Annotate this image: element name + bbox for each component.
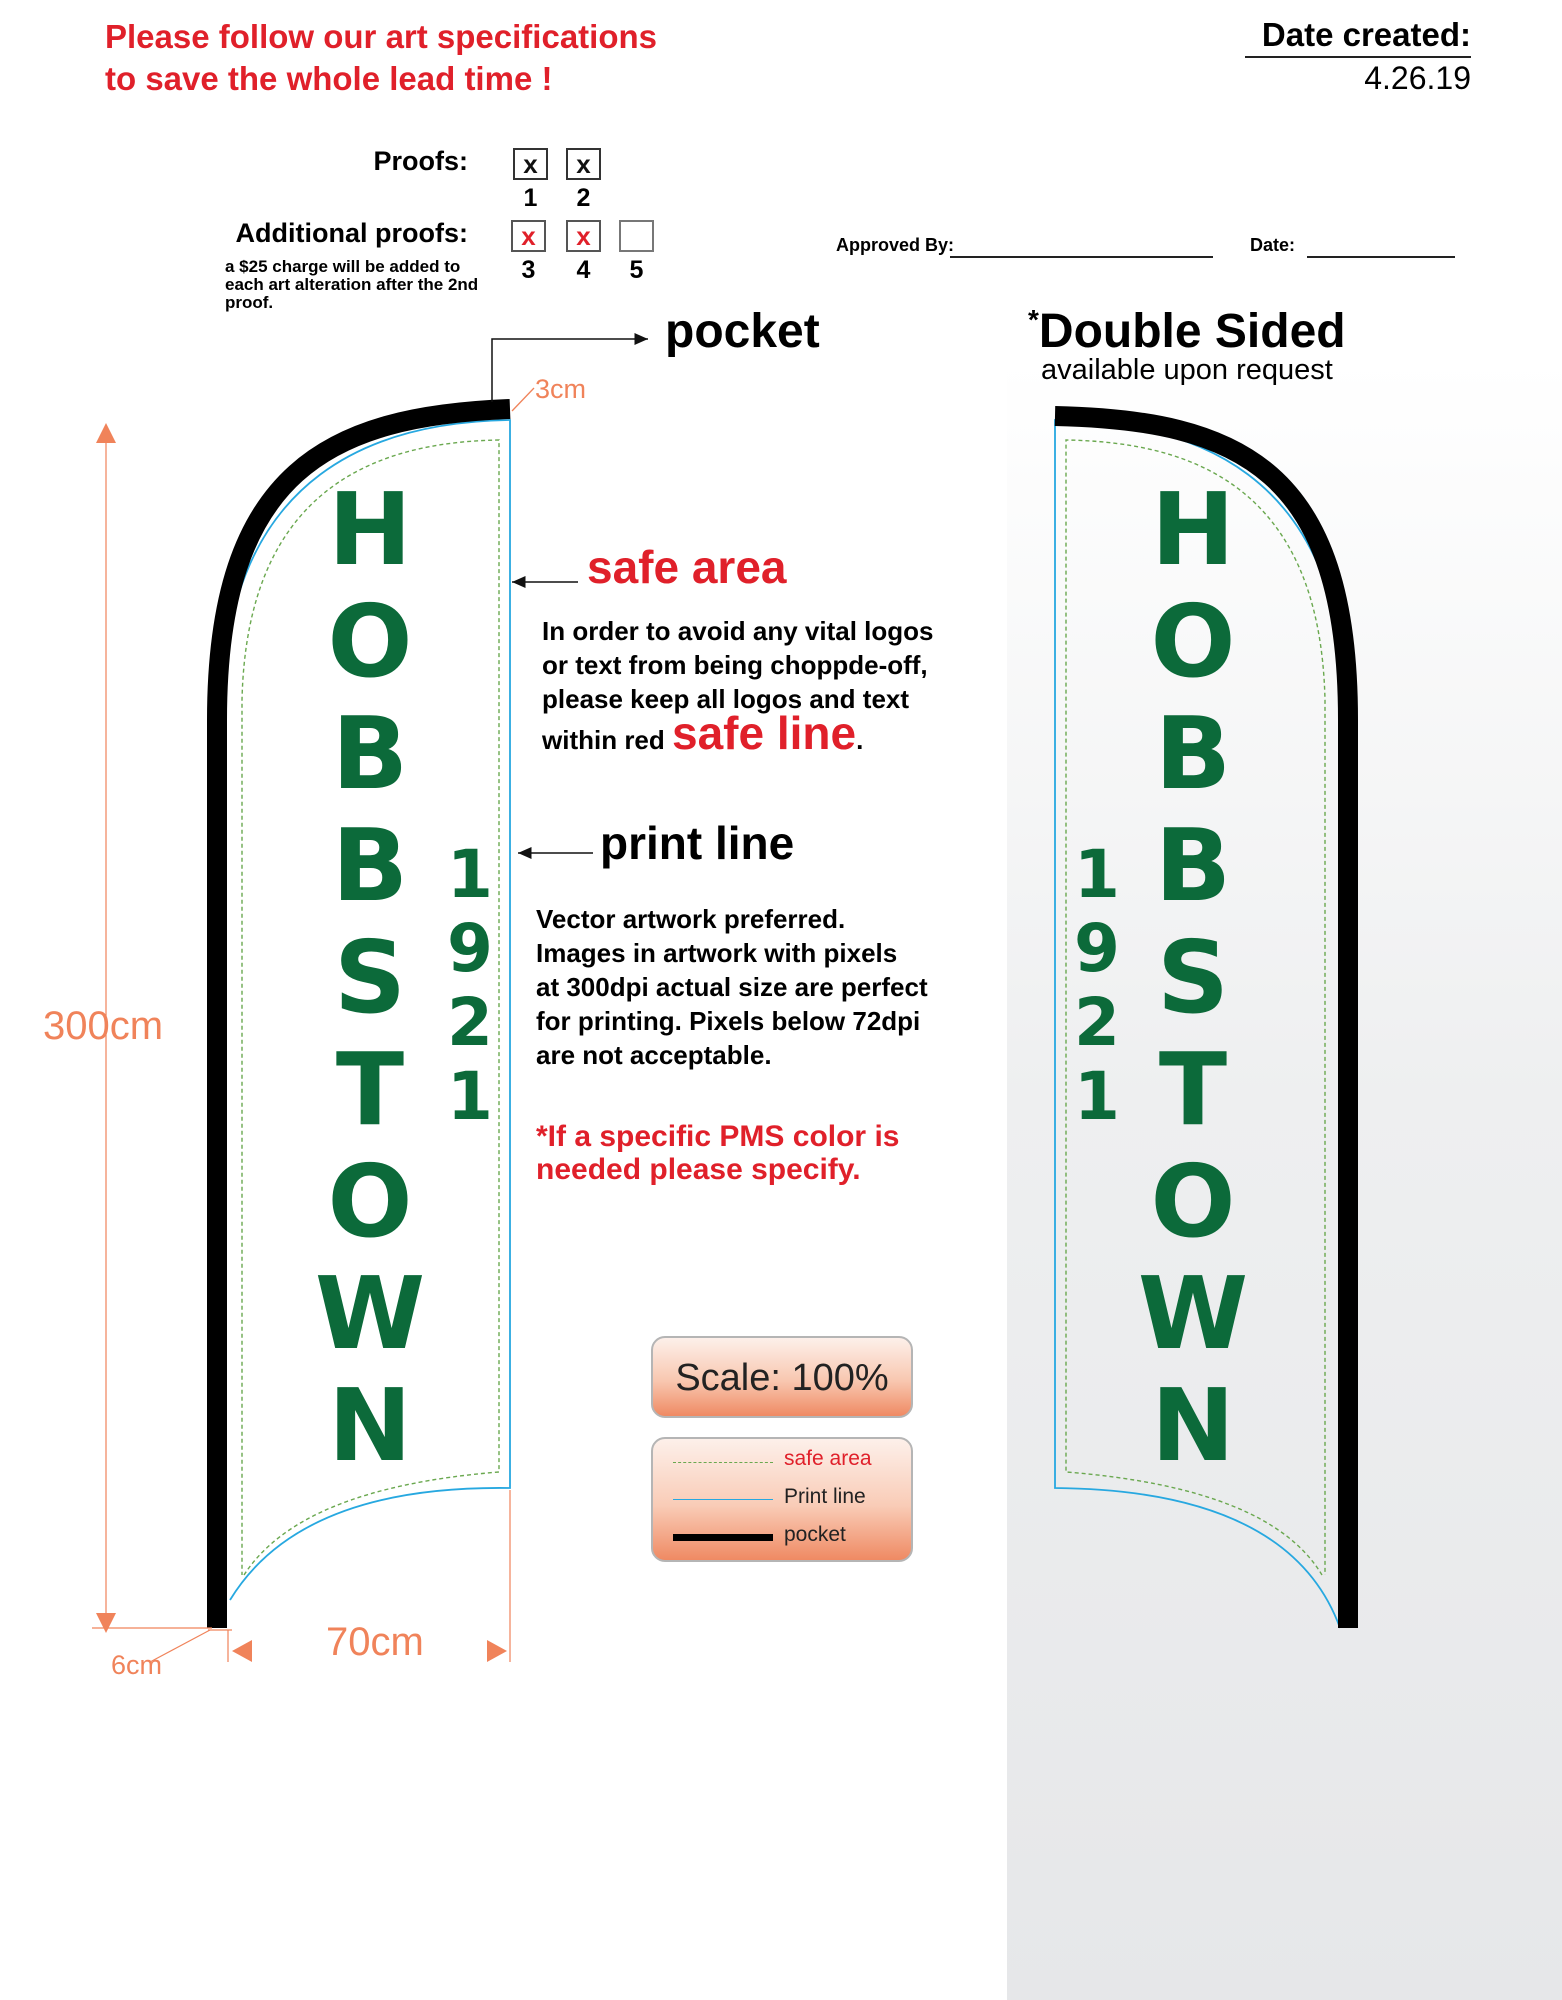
safe-area-paragraph: [542, 614, 1002, 757]
additional-proof-checkbox-4[interactable]: x: [566, 220, 601, 252]
safe-para-line: or text from being choppde-off,: [542, 650, 928, 680]
height-arrow-top: [96, 423, 116, 443]
right-flag-letter: O: [1150, 1143, 1236, 1260]
headline-line-2: to save the whole lead time !: [105, 60, 553, 97]
double-sided-title: [1028, 304, 1346, 359]
right-flag-year-digit: 1: [1074, 1058, 1120, 1135]
right-flag-year-digit: 2: [1074, 984, 1120, 1061]
legend-label: pocket: [784, 1523, 846, 1546]
proof-number-2: 2: [576, 184, 591, 212]
right-flag-letter: N: [1151, 1367, 1235, 1484]
additional-proofs-note: a $25 charge will be added to each art alteration after the 2nd proof.: [225, 257, 479, 312]
headline-line-1: Please follow our art specifications: [105, 18, 657, 55]
safe-para-line: please keep all logos and text: [542, 684, 910, 714]
legend-safe-area-sample: [673, 1462, 773, 1463]
additional-proof-checkbox-3[interactable]: x: [511, 220, 546, 252]
date-created-value: 4.26.19: [1364, 60, 1471, 96]
approval-date-label: Date:: [1250, 235, 1296, 255]
pocket-width-label: 6cm: [111, 1650, 163, 1680]
pms-line: needed please specify.: [536, 1153, 861, 1186]
legend-print-line-sample: [673, 1499, 773, 1500]
pms-color-note: [536, 1120, 1006, 1186]
legend-pocket-sample: [673, 1534, 773, 1541]
legend-row-print-line: [653, 1481, 915, 1517]
right-flag-letter: T: [1158, 1031, 1228, 1148]
left-flag-year-digit: 2: [447, 984, 493, 1061]
print-line-title: print line: [600, 817, 795, 869]
double-sided-subtitle: available upon request: [1041, 354, 1333, 386]
left-flag-year-digit: 1: [447, 1058, 493, 1135]
pocket-title: pocket: [665, 305, 820, 358]
legend-label: Print line: [784, 1485, 866, 1508]
safe-line-emphasis: safe line: [672, 707, 857, 759]
safe-para-line: within red: [542, 725, 665, 755]
left-flag-letter: W: [314, 1255, 426, 1372]
left-flag-letter: O: [327, 583, 413, 700]
legend-row-safe-area: [653, 1443, 915, 1479]
proof-number-1: 1: [523, 184, 538, 212]
double-sided-star: *: [1028, 304, 1039, 335]
additional-proof-number-5: 5: [629, 256, 644, 284]
left-flag-letter: O: [327, 1143, 413, 1260]
legend-row-pocket: [653, 1519, 915, 1555]
double-sided-text: Double Sided: [1038, 305, 1346, 358]
legend: [651, 1437, 913, 1562]
right-flag-letter: O: [1150, 583, 1236, 700]
additional-proof-number-3: 3: [521, 256, 536, 284]
left-flag-letter: S: [333, 919, 407, 1036]
width-arrow-left: [232, 1640, 252, 1662]
additional-proofs-label: Additional proofs:: [235, 218, 468, 248]
left-flag-letter: B: [331, 807, 409, 924]
vector-artwork-paragraph: [536, 902, 1006, 1072]
right-flag-letter: B: [1154, 807, 1232, 924]
right-flag-year-digit: 9: [1074, 910, 1120, 987]
proofs-label: Proofs:: [373, 146, 468, 176]
right-flag-letter: S: [1156, 919, 1230, 1036]
safe-para-line-last: [542, 707, 1002, 759]
left-flag-letter: B: [331, 695, 409, 812]
left-flag-letter: T: [335, 1031, 405, 1148]
top-dimension-label: 3cm: [535, 374, 587, 404]
vector-line: Images in artwork with pixels: [536, 938, 898, 968]
date-created-label: Date created:: [1245, 16, 1471, 58]
safe-area-title: safe area: [587, 541, 787, 593]
additional-proof-number-4: 4: [576, 256, 591, 284]
left-flag-letter: H: [328, 471, 412, 588]
right-flag-letter: H: [1151, 471, 1235, 588]
safe-para-line: In order to avoid any vital logos: [542, 616, 934, 646]
left-flag-year-digit: 1: [447, 836, 493, 913]
legend-label: safe area: [784, 1447, 872, 1470]
scale-badge: Scale: 100%: [651, 1336, 913, 1418]
proof-checkbox-1[interactable]: x: [513, 148, 548, 180]
height-dimension-label: 300cm: [43, 1004, 164, 1048]
right-flag-year-digit: 1: [1074, 836, 1120, 913]
right-flag-letter: W: [1137, 1255, 1249, 1372]
vector-line: Vector artwork preferred.: [536, 904, 846, 934]
safe-para-period: .: [856, 725, 864, 755]
vector-line: are not acceptable.: [536, 1040, 772, 1070]
left-flag-year-digit: 9: [447, 910, 493, 987]
proof-checkbox-2[interactable]: x: [566, 148, 601, 180]
vector-line: for printing. Pixels below 72dpi: [536, 1006, 921, 1036]
right-flag-letter: B: [1154, 695, 1232, 812]
width-arrow-right: [487, 1640, 507, 1662]
pms-line: *If a specific PMS color is: [536, 1120, 900, 1153]
approved-by-label: Approved By:: [836, 235, 955, 255]
top-dimension-leader: [512, 388, 534, 411]
vector-line: at 300dpi actual size are perfect: [536, 972, 928, 1002]
left-flag-letter: N: [328, 1367, 412, 1484]
width-dimension-label: 70cm: [326, 1620, 424, 1664]
height-arrow-bottom: [96, 1613, 116, 1633]
